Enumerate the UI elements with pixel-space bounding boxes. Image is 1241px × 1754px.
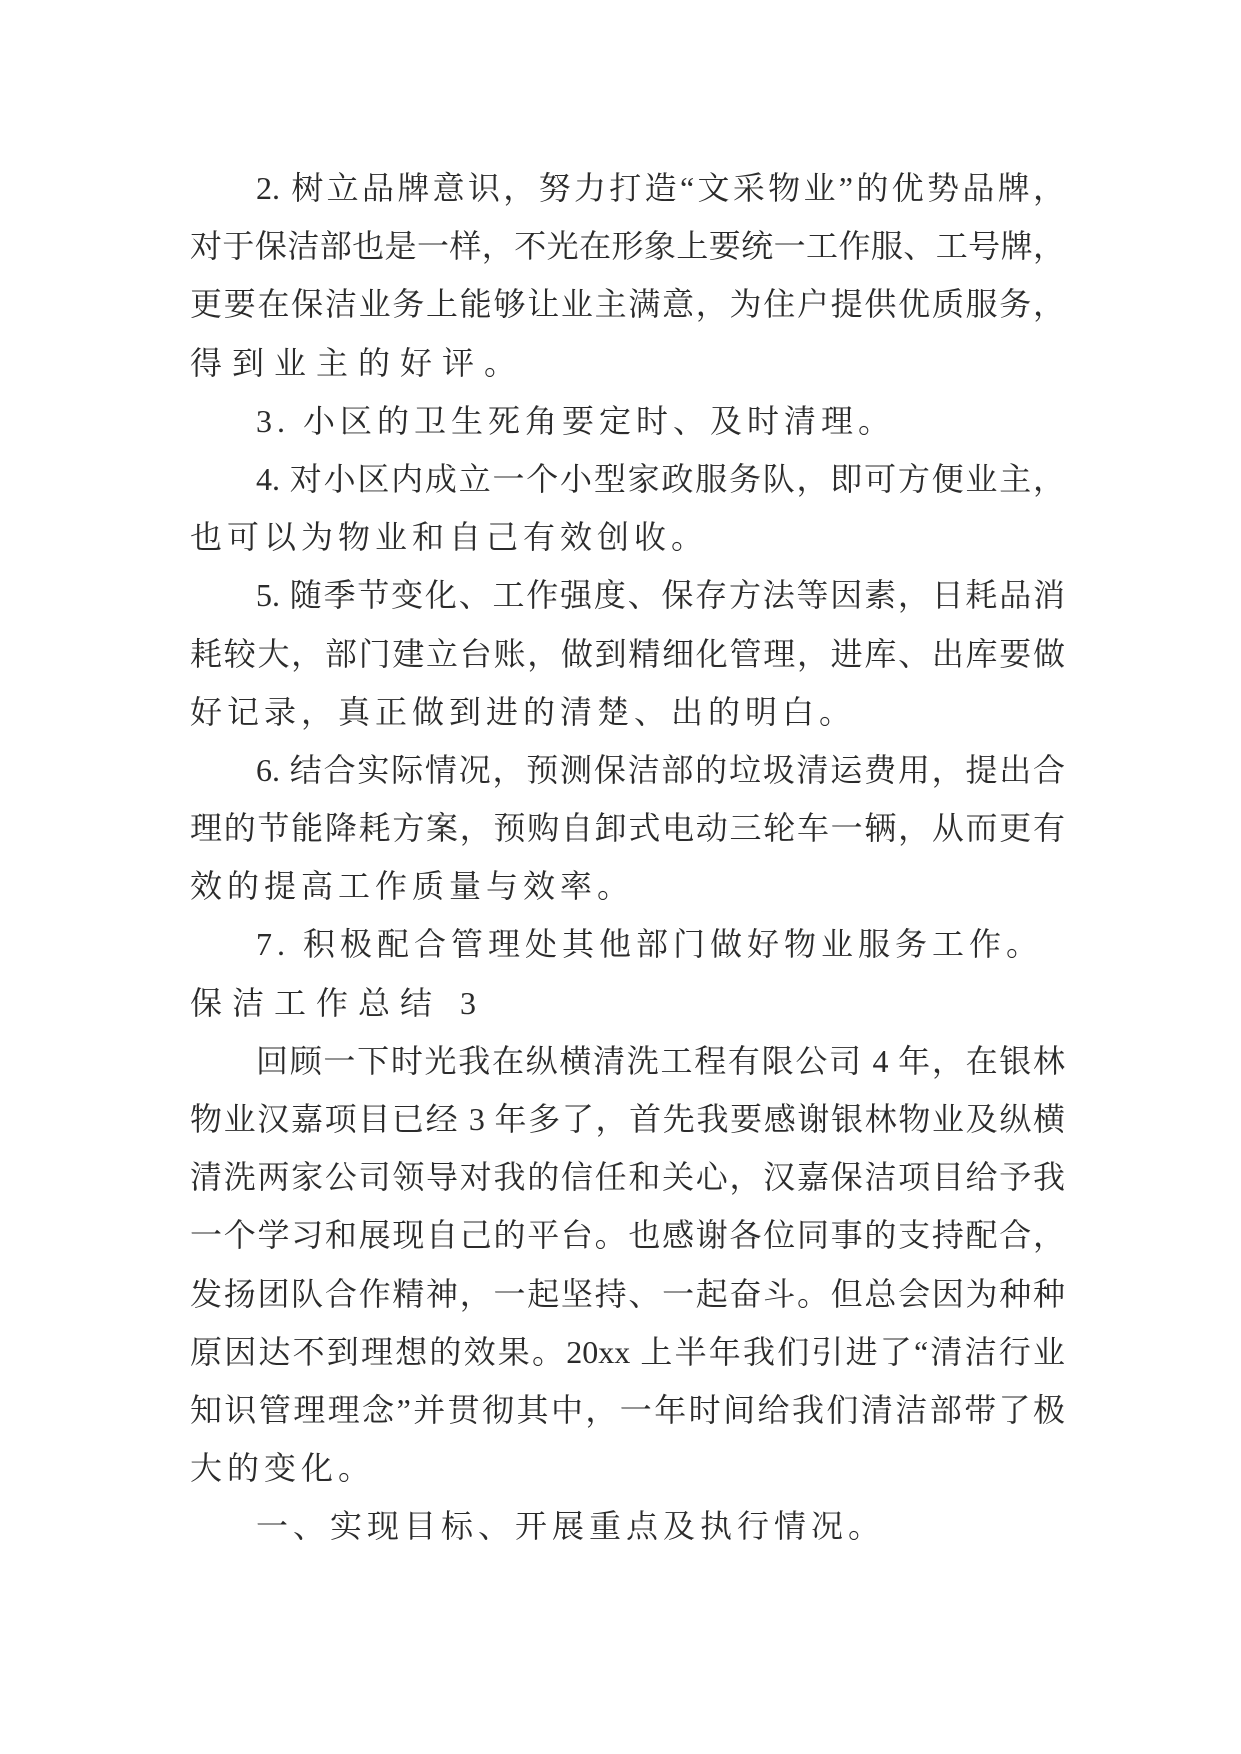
text-line: 得到业主的好评。: [190, 344, 527, 381]
text-line: 对于保洁部也是一样，不光在形象上要统一工作服、工号牌，: [190, 228, 1065, 265]
text-line: 知识管理理念”并贯彻其中，一年时间给我们清洁部带了极: [190, 1391, 1065, 1428]
text-line: 也可以为物业和自己有效创收。: [190, 519, 709, 556]
text-line: 2. 树立品牌意识，努力打造“文采物业”的优势品牌，: [256, 170, 1065, 206]
text-line: 一个学习和展现自己的平台。也感谢各位同事的支持配合，: [190, 1217, 1065, 1254]
text-line: 物业汉嘉项目已经 3 年多了，首先我要感谢银林物业及纵横: [190, 1101, 1065, 1137]
text-line: 5. 随季节变化、工作强度、保存方法等因素，日耗品消: [256, 577, 1065, 614]
text-line: 好记录，真正做到进的清楚、出的明白。: [190, 693, 857, 730]
text-line: 4. 对小区内成立一个小型家政服务队，即可方便业主，: [256, 460, 1065, 497]
text-line: 3. 小区的卫生死角要定时、及时清理。: [256, 402, 896, 439]
text-line: 原因达不到理想的效果。20xx 上半年我们引进了“清洁行业: [190, 1333, 1065, 1370]
text-line: 7. 积极配合管理处其他部门做好物业服务工作。: [256, 926, 1044, 963]
document-body: [190, 159, 1065, 1556]
text-line: 大的变化。: [190, 1450, 376, 1487]
text-line: 理的节能降耗方案，预购自卸式电动三轮车一辆，从而更有: [190, 810, 1065, 847]
section-heading: 保洁工作总结 3: [190, 984, 487, 1021]
text-line: 一、实现目标、开展重点及执行情况。: [256, 1508, 886, 1545]
text-line: 6. 结合实际情况，预测保洁部的垃圾清运费用，提出合: [256, 751, 1065, 788]
text-line: 效的提高工作质量与效率。: [190, 868, 635, 905]
text-line: 回顾一下时光我在纵横清洗工程有限公司 4 年，在银林: [256, 1042, 1065, 1079]
text-line: 清洗两家公司领导对我的信任和关心，汉嘉保洁项目给予我: [190, 1159, 1065, 1196]
text-line: 发扬团队合作精神，一起坚持、一起奋斗。但总会因为种种: [190, 1275, 1065, 1312]
text-line: 耗较大，部门建立台账，做到精细化管理，进库、出库要做: [190, 635, 1065, 672]
text-line: 更要在保洁业务上能够让业主满意，为住户提供优质服务，: [190, 286, 1065, 323]
